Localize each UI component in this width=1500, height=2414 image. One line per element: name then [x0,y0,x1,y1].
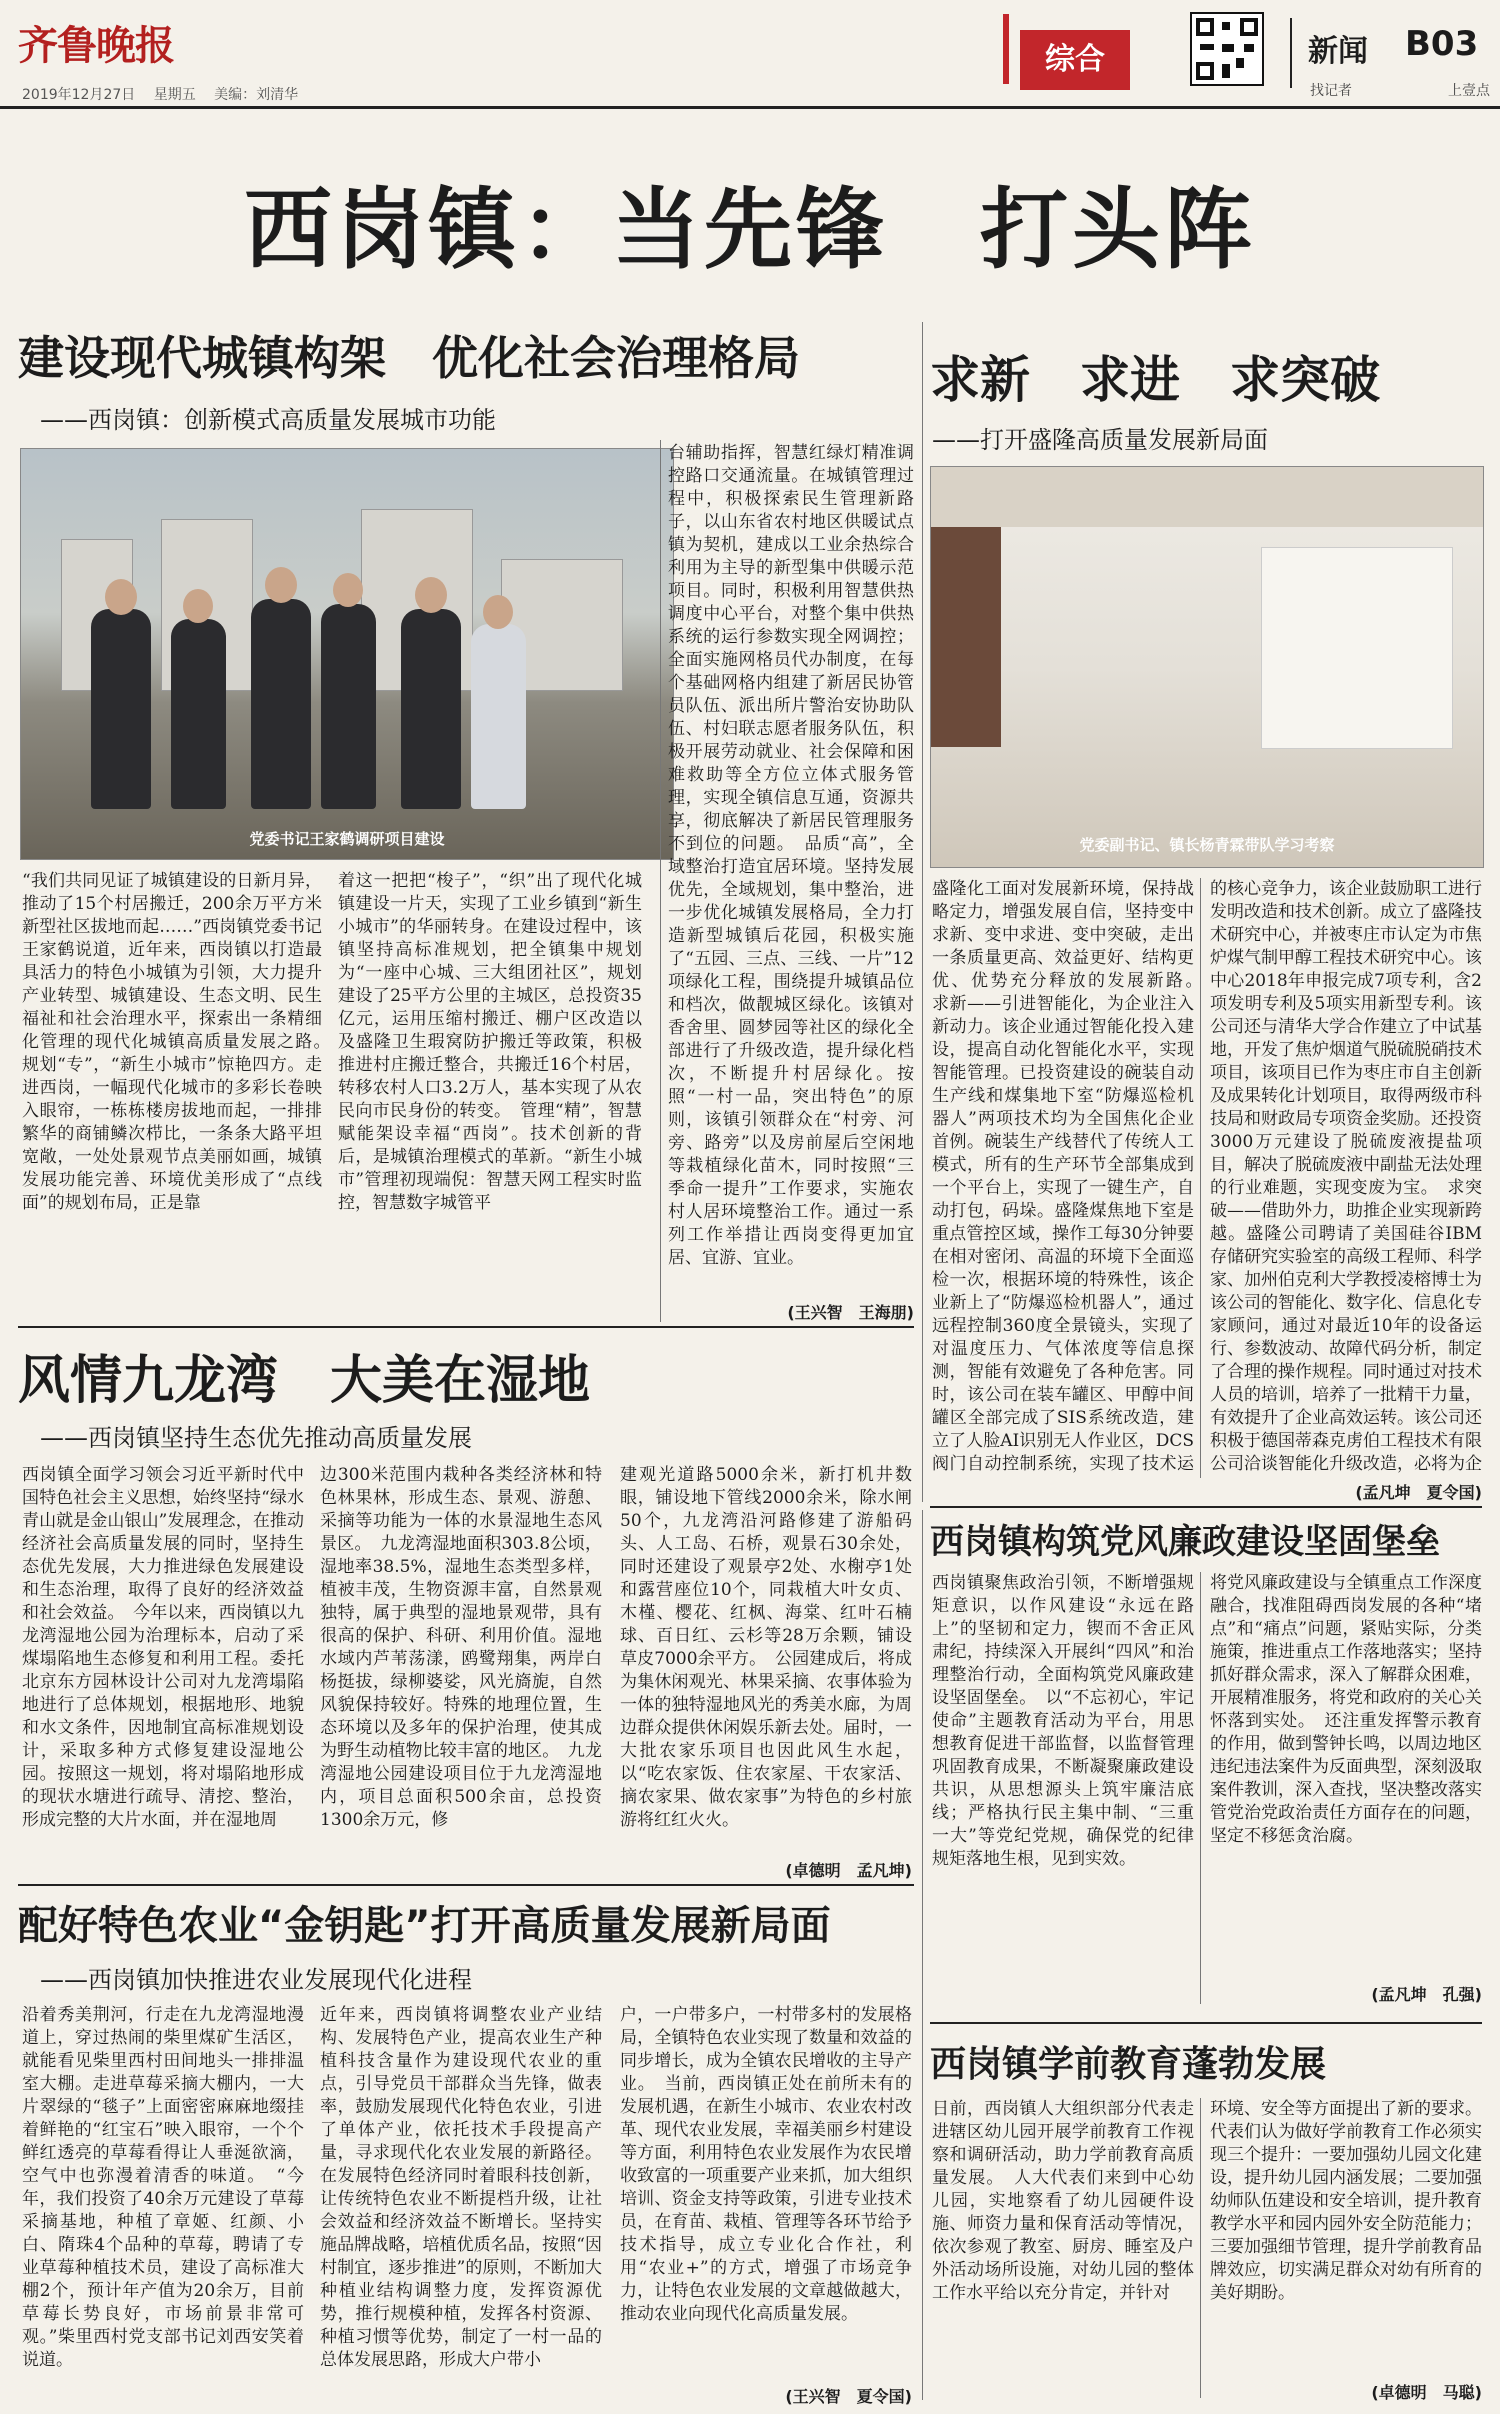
article2-caption: 党委副书记、镇长杨青霖带队学习考察 [1079,836,1335,854]
article6-title: 西岗镇学前教育蓬勃发展 [930,2044,1327,2085]
page-title: 西岗镇：当先锋 打头阵 [243,178,1256,281]
article1-col3: 台辅助指挥，智慧红绿灯精准调控路口交通流量。在城镇管理过程中，积极探索民生管理新路子，以山东省农村地区供暖试点镇为契机，建成以工业余热综合利用为主导的新型集中供暖示范项目。同时，积极利用智慧供热调度中心平台，对整个集中供热系统的运行参数实现全网调控；全面实施网格员代办制度，在每个基础网格内组建了新居民协管员队伍、派出所片警治安协助队伍、村妇联志愿者服务队伍，积极开展劳动就业、社会保障和困难救助等全方位立体式服务管理，实现全镇信息互通，资源共享，彻底解决了新居民管理服务不到位的问题。 品质“高”，全域整治打造宜居环境。坚持发展优先，全域规划，集中整治，进一步优化城镇发展格局，全力打造新型城镇后花园，积极实施了“五园、三点、三线、一片”12项绿化工程，围绕提升城镇品位和档次，做靓城区绿化。该镇对香舍里、圆梦园等社区的绿化全部进行了升级改造，提升绿化档次，不断提升村居绿化。按照“一村一品，突出特色”的原则，该镇引领群众在“村旁、河旁、路旁”以及房前屋后空闲地等栽植绿化苗木，同时按照“三季命一提升”工作要求，实施农村人居环境整治工作。通过一系列工作举措让西岗变得更加宜居、宜游、宜业。 [668,443,914,1268]
article1-photo [20,448,674,860]
article1-subtitle: ——西岗镇：创新模式高质量发展城市功能 [40,406,496,434]
column-divider [922,1510,923,2400]
editor-label: 找记者 [1310,83,1352,99]
article3-title: 风情九龙湾 大美在湿地 [18,1351,591,1411]
column-divider [922,322,923,1502]
article2-byline: (孟凡坤 夏令国) [1355,1483,1482,1502]
article6-col1: 日前，西岗镇人大组织部分代表走进辖区幼儿园开展学前教育工作视察和调研活动，助力学前教育高质量发展。 人大代表们来到中心幼儿园，实地察看了幼儿园硬件设施、师资力量和保育活动等情况，依次参观了教室、厨房、睡室及户外活动场所设施，对幼儿园的整体工作水平给以充分肯定，并针对 [932,2099,1194,2303]
section-badge: 综合 [1020,30,1130,90]
column-divider [1200,1572,1201,2004]
article3-subtitle: ——西岗镇坚持生态优先推动高质量发展 [40,1424,472,1452]
header-rule [0,106,1500,109]
header-divider [1290,18,1292,88]
column-divider [660,440,661,1322]
article1-col2: 着这一把把“梭子”，“织”出了现代化城镇建设一片天，实现了工业乡镇到“新生小城市”的华丽转身。在建设过程中，该镇坚持高标准规划，把全镇集中规划为“一座中心城、三大组团社区”，规划建设了25平方公里的主城区，总投资35亿元，运用压缩村搬迁、棚户区改造以及盛隆卫生瑕窝防护搬迁等政策，积极推进村庄搬迁整合，共搬迁16个村居，转移农村人口3.2万人，基本实现了从农民向市民身份的转变。 管理“精”，智慧赋能架设幸福“西岗”。技术创新的背后，是城镇治理模式的革新。“新生小城市”管理初现端倪：智慧天网工程实时监控，智慧数字城管平 [338,871,642,1213]
article2-col1: 盛隆化工面对发展新环境，保持战略定力，增强发展自信，坚持变中求新、变中求进、变中突破，走出一条质量更高、效益更好、结构更优、优势充分释放的发展新路。 求新——引进智能化，为企业注入新动力。该企业通过智能化投入建设，提高自动化智能化水平，实现智能管理。已投资建设的碗装自动生产线和煤集地下室“防爆巡检机器人”两项技术均为全国焦化企业首例。碗装生产线替代了传统人工模式，所有的生产环节全部集成到一个平台上，实现了一键生产，自动打包，码垛。盛隆煤焦地下室是重点管控区域，操作工每30分钟要在相对密闭、高温的环境下全面巡检一次，根据环境的特殊性，该企业新上了“防爆巡检机器人”，通过远程控制360度全景镜头，实现了对温度压力、气体浓度等信息探测，智能有效避免了各种危害。同时，该公司在装车罐区、甲醇中间罐区全部完成了SIS系统改造，建立了人脸AI识别无人作业区，DCS阀门自动控制系统，实现了技术运 [932,879,1194,1474]
article5-col1: 西岗镇聚焦政治引领，不断增强规矩意识，以作风建设“永远在路上”的坚韧和定力，锲而不舍正风肃纪，持续深入开展纠“四风”和治理整治行动，全面构筑党风廉政建设坚固堡垒。 以“不忘初心，牢记使命”主题教育活动为平台，用思想教育促进干部监督，以监督管理巩固教育成果，不断凝聚廉政建设共识，从思想源头上筑牢廉洁底线；严格执行民主集中制、“三重一大”等党纪党规，确保党的纪律规矩落地生根，见到实效。 [932,1573,1194,1869]
article5-title: 西岗镇构筑党风廉政建设坚固堡垒 [930,1522,1440,1562]
section-rule [930,1506,1482,1508]
article5-byline: (孟凡坤 孔强) [1371,1985,1482,2004]
article4-byline: (王兴智 夏令国) [785,2387,912,2406]
article1-title: 建设现代城镇构架 优化社会治理格局 [18,331,800,385]
article1-caption: 党委书记王家鹤调研项目建设 [249,830,445,848]
newspaper-logo: 齐鲁晚报 [18,22,174,69]
article2-subtitle: ——打开盛隆高质量发展新局面 [932,426,1268,454]
article5-col2: 将党风廉政建设与全镇重点工作深度融合，找准阻碍西岗发展的各种“堵点”和“痛点”问题，紧贴实际，分类施策，推进重点工作落地落实；坚持抓好群众需求，深入了解群众困难，开展精准服务，将党和政府的关心关怀落到实处。 还注重发挥警示教育的作用，做到警钟长鸣，以周边地区违纪违法案件为反面典型，深刻汲取案件教训，深入查找，坚决整改落实管党治党政治责任方面存在的问题，坚定不移惩贪治腐。 [1210,1573,1482,1846]
section-rule [930,2022,1482,2024]
column-divider [1200,2098,1201,2398]
article3-col3: 建观光道路5000余米，新打机井数眼，铺设地下管线2000余米，除水闸50个，九龙湾沿河路修建了游船码头、人工岛、石桥，观景石30余处，同时还建设了观景亭2处、水榭亭1处和露营座位10个，同栽植大叶女贞、木槿、樱花、红枫、海棠、红叶石楠球、百日红、云杉等28万余颗，铺设草皮7000余平方。 公园建成后，将成为集休闲观光、林果采摘、农事体验为一体的独特湿地风光的秀美水廊，为周边群众提供休闲娱乐新去处。届时，一大批农家乐项目也因此风生水起，以“吃农家饭、住农家屋、干农家活、摘农家果、做农家事”为特色的乡村旅游将红红火火。 [620,1465,912,1830]
article4-subtitle: ——西岗镇加快推进农业发展现代化进程 [40,1966,472,1994]
section-rule [18,1884,914,1886]
editor-app: 上壹点 [1448,83,1490,99]
article4-col2: 近年来，西岗镇将调整农业产业结构、发展特色产业，提高农业生产种植科技含量作为建设现代农业的重点，引导党员干部群众当先锋，做表率，鼓励发展现代化特色农业，引进了单体产业，依托技术手段提高产量，寻求现代化农业发展的新路径。在发展特色经济同时着眼科技创新，让传统特色农业不断提档升级，让社会效益和经济效益不断增长。坚持实施品牌战略，培植优质名品，按照“因村制宜，逐步推进”的原则，不断加大种植业结构调整力度，发挥资源优势，推行规模种植，发挥各村资源、种植习惯等优势，制定了一村一品的总体发展思路，形成大户带小 [320,2005,602,2370]
article4-title: 配好特色农业“金钥匙”打开高质量发展新局面 [18,1903,831,1949]
page-number: B03 [1405,24,1479,64]
article3-col2: 边300米范围内栽种各类经济林和特色林果林，形成生态、景观、游憩、采摘等功能为一体的水景湿地生态风景区。 九龙湾湿地面积303.8公顷，湿地率38.5%，湿地生态类型多样，植被丰茂，生物资源丰富，自然景观独特，属于典型的湿地景观带，具有很高的保护、科研、利用价值。湿地水域内芦苇荡漾，鸥鹭翔集，两岸白杨挺拔，绿柳婆娑，风光旖旎，自然风貌保持较好。特殊的地理位置，生态环境以及多年的保护治理，使其成为野生动植物比较丰富的地区。 九龙湾湿地公园建设项目位于九龙湾湿地内，项目总面积500余亩，总投资1300余万元，修 [320,1465,602,1830]
article3-col1: 西岗镇全面学习领会习近平新时代中国特色社会主义思想，始终坚持“绿水青山就是金山银山”发展理念，在推动经济社会高质量发展的同时，坚持生态优先发展，大力推进绿色发展建设和生态治理，取得了良好的经济效益和社会效益。 今年以来，西岗镇以九龙湾湿地公园为治理标本，启动了采煤塌陷地生态修复和利用工程。委托北京东方园林设计公司对九龙湾塌陷地进行了总体规划，根据地形、地貌和水文条件，因地制宜高标准规划设计，采取多种方式修复建设湿地公园。按照这一规划，将对塌陷地形成的现状水塘进行疏导、清挖、整治，形成完整的大片水面，并在湿地周 [22,1465,304,1830]
article2-photo [930,466,1484,868]
article6-byline: (卓德明 马聪) [1371,2383,1482,2402]
article3-byline: (卓德明 孟凡坤) [785,1861,912,1880]
article2-col2: 的核心竞争力，该企业鼓励职工进行发明改造和技术创新。成立了盛隆技术研究中心，并被枣庄市认定为市焦炉煤气制甲醇工程技术研究中心。该中心2018年申报完成7项专利，含2项发明专利及5项实用新型专利。该公司还与清华大学合作建立了中试基地，开发了焦炉烟道气脱硫脱硝技术项目，该项目已作为枣庄市自主创新及成果转化计划项目，取得两级市科技局和财政局专项资金奖励。还投资3000万元建设了脱硫废液提盐项目，解决了脱硫废液中副盐无法处理的行业难题，实现变废为宝。 求突破——借助外力，助推企业实现新跨越。盛隆公司聘请了美国硅谷IBM存储研究实验室的高级工程师、科学家、加州伯克利大学教授凌榕博士为该公司的智能化、数字化、信息化专家顾问，通过对最近10年的设备运行、参数波动、故障代码分析，制定了合理的操作规程。同时通过对技术人员的培训，培养了一批精干力量，有效提升了企业高效运转。该公司还积极于德国蒂森克虏伯工程技术有限公司洽谈智能化升级改造，必将为企 [1210,879,1482,1474]
art-editor: 美编：刘清华 [214,87,299,103]
article1-col1: “我们共同见证了城镇建设的日新月异，推动了15个村居搬迁，200余万平方米新型社区拔地而起……”西岗镇党委书记王家鹤说道，近年来，西岗镇以打造最具活力的特色小城镇为引领，大力提升产业转型、城镇建设、生态文明、民生福祉和社会治理水平，探索出一条精细化管理的现代化城镇高质量发展之路。 规划“专”，“新生小城市”惊艳四方。走进西岗，一幅现代化城市的多彩长卷映入眼帘，一栋栋楼房拔地而起，一排排繁华的商铺鳞次栉比，一条条大路平坦宽敞，一处处景观节点美丽如画，城镇发展功能完善、环境优美形成了“点线面”的规划布局，正是靠 [22,871,322,1213]
article4-col3: 户，一户带多户，一村带多村的发展格局，全镇特色农业实现了数量和效益的同步增长，成为全镇农民增收的主导产业。 当前，西岗镇正处在前所未有的发展机遇，在新生小城市、农业农村改革、现代农业发展，幸福美丽乡村建设等方面，利用特色农业发展作为农民增收致富的一项重要产业来抓，加大组织培训、资金支持等政策，引进专业技术员，在育苗、栽植、管理等各环节给予技术指导，成立专业化合作社，利用“农业+”的方式，增强了市场竞争力，让特色农业发展的文章越做越大，推动农业向现代化高质量发展。 [620,2005,912,2324]
article1-byline: (王兴智 王海朋) [787,1303,914,1322]
article2-title: 求新 求进 求突破 [930,351,1380,409]
issue-weekday: 星期五 [153,87,196,103]
column-divider [1200,878,1201,1478]
qr-code-icon [1190,12,1264,86]
article4-col1: 沿着秀美荆河，行走在九龙湾湿地漫道上，穿过热闹的柴里煤矿生活区，就能看见柴里西村田间地头一排排温室大棚。走进草莓采摘大棚内，一大片翠绿的“毯子”上面密密麻麻地缀挂着鲜艳的“红宝石”映入眼帘，一个个鲜红透亮的草莓看得让人垂涎欲滴，空气中也弥漫着清香的味道。 “今年，我们投资了40余万元建设了草莓采摘基地，种植了章姬、红颜、小白、隋珠4个品种的草莓，聘请了专业草莓种植技术员，建设了高标准大棚2个，预计年产值为20余万，目前草莓长势良好，市场前景非常可观。”柴里西村党支部书记刘西安笑着说道。 [22,2005,304,2370]
issue-meta [22,84,312,104]
editor-line [1310,80,1490,100]
section-rule [18,1326,914,1328]
category-label: 新闻 [1308,34,1368,69]
article6-col2: 环境、安全等方面提出了新的要求。代表们认为做好学前教育工作必须实现三个提升：一要加强幼儿园文化建设，提升幼儿园内涵发展；二要加强幼师队伍建设和安全培训，提升教育教学水平和园内园外安全防范能力；三要加强细节管理，提升学前教育品牌效应，切实满足群众对幼有所育的美好期盼。 [1210,2099,1482,2303]
section-accent [1003,14,1009,84]
issue-date: 2019年12月27日 [22,87,136,103]
